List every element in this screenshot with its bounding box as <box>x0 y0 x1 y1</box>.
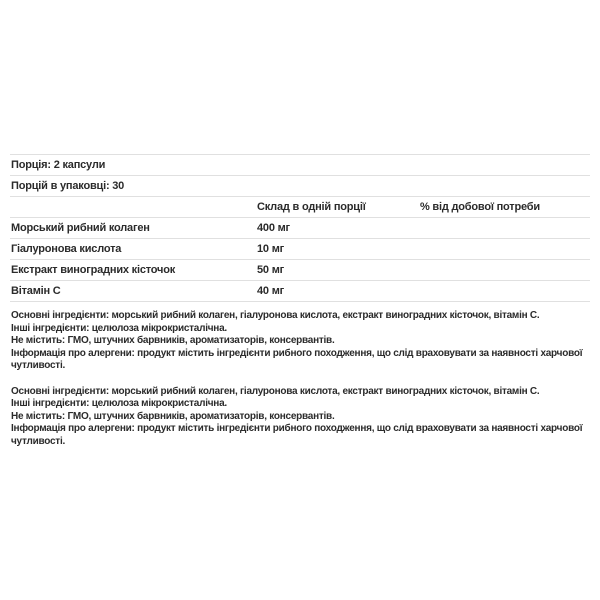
ingredient-amount: 400 мг <box>257 222 290 234</box>
ingredient-name: Морський рибний колаген <box>11 222 150 234</box>
ingredient-name: Екстракт виноградних кісточок <box>11 264 176 276</box>
ingredient-amount: 10 мг <box>257 243 285 255</box>
note-line-allergen-info: Інформація про алергени: продукт містить інгредієнти рибного походження, що слід враховувати за наявності харчової чутливості. <box>11 347 583 371</box>
serving-size-row <box>10 155 590 176</box>
note-line-other-ingredients: Інші інгредієнти: целюлоза мікрокристалічна. <box>11 322 227 334</box>
table-header-row <box>10 197 590 218</box>
supplement-facts-table <box>10 154 590 302</box>
servings-per-pack-text: Порцій в упаковці: 30 <box>11 180 125 192</box>
servings-per-pack-row <box>10 176 590 197</box>
ingredient-amount: 40 мг <box>257 285 285 297</box>
serving-size-text: Порція: 2 капсули <box>11 159 106 171</box>
supplement-facts-panel <box>10 154 590 448</box>
column-header-composition: Склад в одній порції <box>257 201 366 213</box>
note-line-does-not-contain: Не містить: ГМО, штучних барвників, ароматизаторів, консервантів. <box>11 410 335 422</box>
ingredient-name: Вітамін С <box>11 285 61 297</box>
note-line-other-ingredients: Інші інгредієнти: целюлоза мікрокристалічна. <box>11 398 227 409</box>
column-header-daily-value: % від добової потреби <box>420 201 540 213</box>
ingredient-row-vitamin-c <box>10 281 590 302</box>
note-line-does-not-contain: Не містить: ГМО, штучних барвників, ароматизаторів, консервантів. <box>11 335 335 346</box>
ingredients-notes-block-1 <box>11 310 583 373</box>
note-line-main-ingredients: Основні інгредієнти: морський рибний колаген, гіалуронова кислота, екстракт виноградних кісточок, вітамін С. <box>11 385 540 397</box>
ingredients-notes-block-2 <box>11 386 583 449</box>
ingredient-row-collagen <box>10 218 590 239</box>
ingredient-row-hyaluronic-acid <box>10 239 590 260</box>
ingredient-amount: 50 мг <box>257 264 285 276</box>
ingredient-row-grape-seed-extract <box>10 260 590 281</box>
ingredient-name: Гіалуронова кислота <box>11 243 122 255</box>
note-line-allergen-info: Інформація про алергени: продукт містить інгредієнти рибного походження, що слід враховувати за наявності харчової чутливості. <box>11 423 583 447</box>
note-line-main-ingredients: Основні інгредієнти: морський рибний колаген, гіалуронова кислота, екстракт виноградних кісточок, вітамін С. <box>11 310 540 321</box>
